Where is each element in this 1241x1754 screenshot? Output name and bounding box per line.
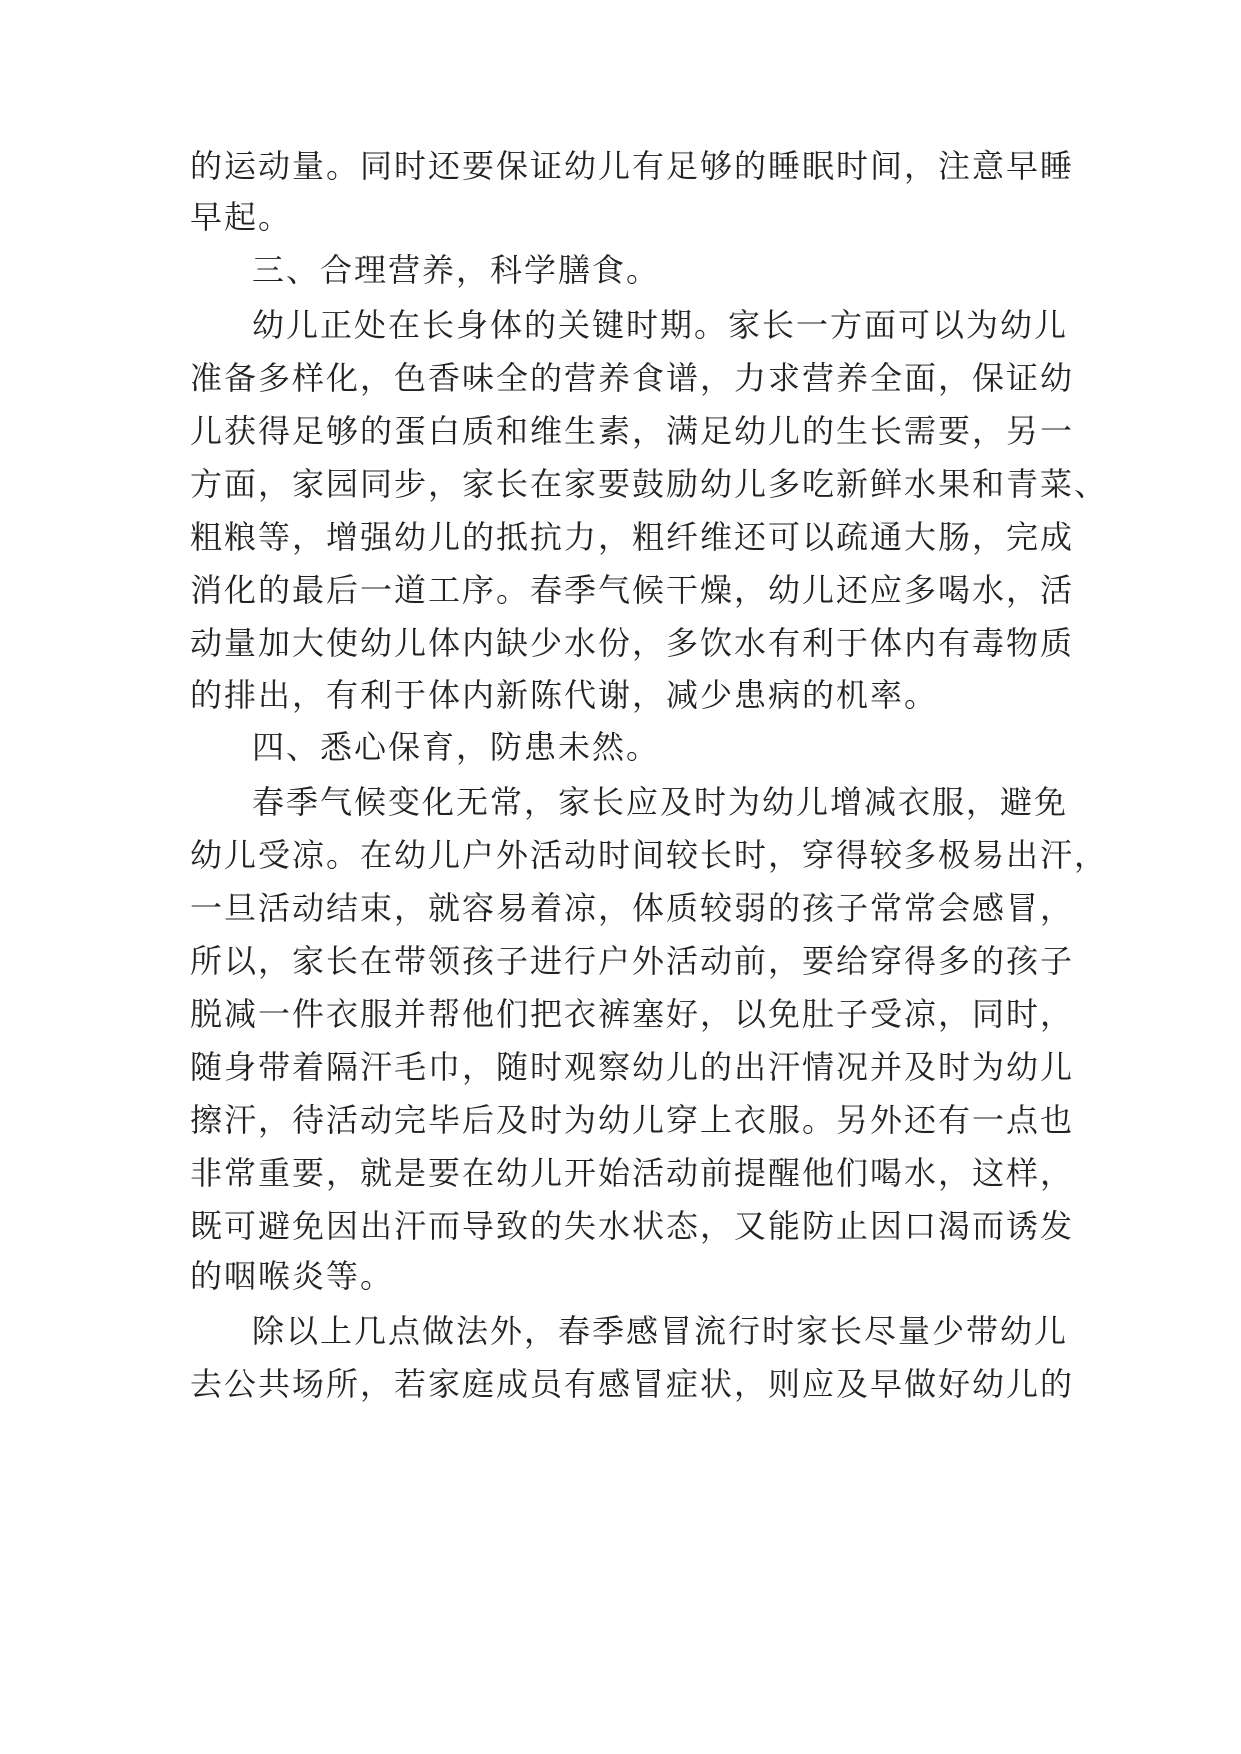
text-line: 消化的最后一道工序。春季气候干燥，幼儿还应多喝水，活 [190,571,1075,609]
text-line: 脱减一件衣服并帮他们把衣裤塞好，以免肚子受凉，同时， [190,995,1075,1033]
text-line: 擦汗，待活动完毕后及时为幼儿穿上衣服。另外还有一点也 [190,1101,1075,1139]
text-line: 非常重要，就是要在幼儿开始活动前提醒他们喝水，这样， [190,1154,1075,1192]
text-line: 幼儿受凉。在幼儿户外活动时间较长时，穿得较多极易出汗， [190,836,1109,874]
section-heading-4: 四、悉心保育，防患未然。 [252,728,661,766]
text-line: 幼儿正处在长身体的关键时期。家长一方面可以为幼儿 [252,306,1069,344]
text-line: 一旦活动结束，就容易着凉，体质较弱的孩子常常会感冒， [190,889,1075,927]
text-line: 的运动量。同时还要保证幼儿有足够的睡眠时间，注意早睡 [190,147,1075,185]
text-line: 随身带着隔汗毛巾，随时观察幼儿的出汗情况并及时为幼儿 [190,1048,1075,1086]
text-line: 的排出，有利于体内新陈代谢，减少患病的机率。 [190,676,939,714]
text-line: 准备多样化，色香味全的营养食谱，力求营养全面，保证幼 [190,359,1075,397]
text-line: 方面，家园同步，家长在家要鼓励幼儿多吃新鲜水果和青菜、 [190,465,1109,503]
text-line: 既可避免因出汗而导致的失水状态，又能防止因口渴而诱发 [190,1207,1075,1245]
text-line: 粗粮等，增强幼儿的抵抗力，粗纤维还可以疏通大肠，完成 [190,518,1075,556]
text-line: 早起。 [190,198,293,236]
text-line: 动量加大使幼儿体内缺少水份，多饮水有利于体内有毒物质 [190,624,1075,662]
text-line: 去公共场所，若家庭成员有感冒症状，则应及早做好幼儿的 [190,1365,1075,1403]
text-line: 所以，家长在带领孩子进行户外活动前，要给穿得多的孩子 [190,942,1075,980]
section-heading-3: 三、合理营养，科学膳食。 [252,251,661,289]
text-line: 春季气候变化无常，家长应及时为幼儿增减衣服，避免 [252,783,1069,821]
text-line: 儿获得足够的蛋白质和维生素，满足幼儿的生长需要，另一 [190,412,1075,450]
text-line: 除以上几点做法外，春季感冒流行时家长尽量少带幼儿 [252,1312,1069,1350]
text-line: 的咽喉炎等。 [190,1257,395,1295]
